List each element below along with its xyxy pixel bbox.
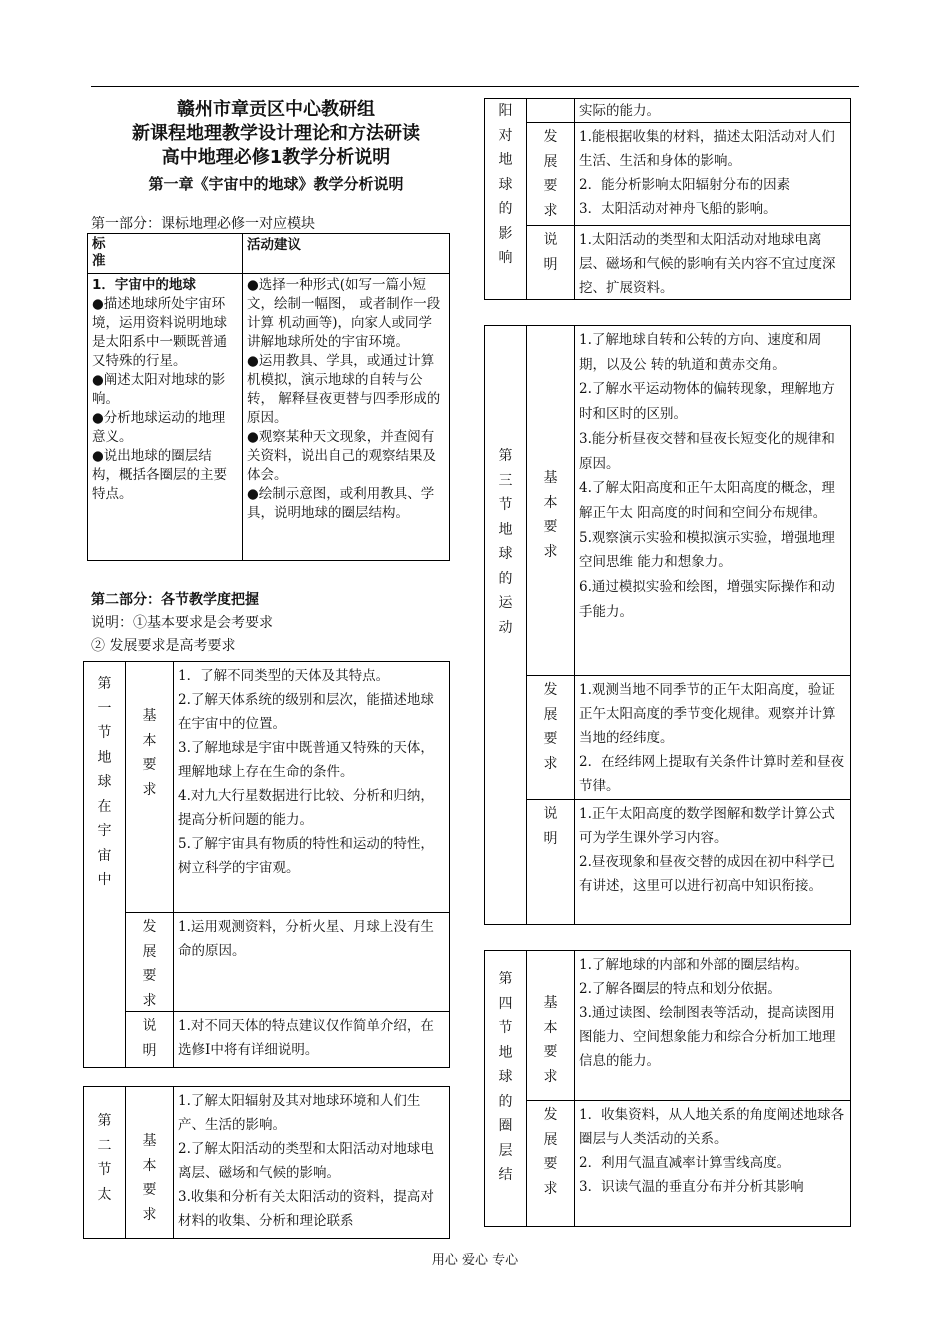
- section3-name: [485, 326, 527, 924]
- part1-heading: 第一部分：课标地理必修一对应模块: [91, 216, 315, 232]
- section1-note-label: [126, 1012, 174, 1067]
- section2-table: [83, 1086, 450, 1239]
- section3-basic-label: [527, 326, 575, 676]
- standards-col-header: 标 准: [88, 234, 243, 274]
- section2-basic-label: [126, 1087, 174, 1238]
- note-label-text: 说明: [543, 806, 558, 847]
- section2-continued-name-text: 阳对地球的影响: [498, 103, 513, 266]
- basic-label-text: 基本要求: [543, 470, 558, 560]
- develop-label-text: 发展要求: [543, 682, 558, 772]
- section1-develop-content: 1.运用观测资料，分析火星、月球上没有生命的原因。: [174, 913, 449, 1012]
- section2-name: [84, 1087, 126, 1238]
- section3-name-text: 第三节地球的运动: [498, 448, 513, 636]
- develop-label-text: 发展要求: [543, 1107, 558, 1197]
- part2-note-2: ② 发展要求是高考要求: [91, 638, 236, 654]
- basic-label-text: 基本要求: [142, 1133, 157, 1223]
- section4-name-text: 第四节 地球的圈层结: [498, 971, 513, 1183]
- section1-develop-label: [126, 913, 174, 1012]
- section4-basic-label: [527, 951, 575, 1101]
- section3-develop-content: 1.观测当地不同季节的正午太阳高度，验证正午太阳高度的季节变化规律。观察并计算当地的经纬度。 2．在经纬网上提取有关条件计算时差和昼夜节律。: [575, 676, 850, 800]
- standard-text: ●描述地球所处宇宙环境，运用资料说明地球是太阳系中一颗既普通又特殊的行星。 ●阐述太阳对地球的影响。 ●分析地球运动的地理意义。 ●说出地球的圈层结构，概括各圈层的主要特点。: [92, 296, 227, 502]
- section3-note-content: 1.正午太阳高度的数学图解和数学计算公式可为学生课外学习内容。 2.昼夜现象和昼夜交替的成因在初中科学已有讲述，这里可以进行初高中知识衔接。: [579, 806, 835, 894]
- section1-name-text: 第一节 地球在宇宙中: [97, 676, 112, 888]
- section2-develop-label: [527, 123, 575, 226]
- section2-note-label: [527, 226, 575, 299]
- section3-basic-content: 1.了解地球自转和公转的方向、速度和周期，以及公 转的轨道和黄赤交角。 2.了解水平运动物体的偏转现象，理解地方时和区时的区别。 3.能分析昼夜交替和昼夜长短变化的规律和原因。 4.了解太阳高度和正午太阳高度的概念，理解正午太 阳高度的时间和空间分布规律。 5.观察演示实验和模拟演示实验，增强地理空间思维 能力和想象力。 6.通过模拟实验和绘图，增强实际操作和动手能力。: [575, 326, 850, 676]
- part2-heading: 第二部分：各节教学度把握: [91, 592, 259, 608]
- section2-continued-table: [484, 98, 851, 300]
- note-label-text: 说明: [543, 232, 558, 273]
- section2-develop-content: 1.能根据收集的材料，描述太阳活动对人们生活、生活和身体的影响。 2．能分析影响太阳辐射分布的因素 3．太阳活动对神舟飞船的影响。: [575, 123, 850, 226]
- section1-basic-label: [126, 662, 174, 913]
- standard-title: 1．宇宙中的地球: [92, 277, 196, 293]
- section4-develop-content: 1．收集资料，从人地关系的角度阐述地球各圈层与人类活动的关系。 2．利用气温直减率计算雪线高度。 3．识读气温的垂直分布并分析其影响: [579, 1107, 845, 1195]
- header-rule: [91, 86, 859, 87]
- section1-table: [83, 661, 450, 1068]
- section4-develop-label: [527, 1101, 575, 1226]
- section2-basic-content: 1.了解太阳辐射及其对地球环境和人们生产、生活的影响。 2.了解太阳活动的类型和太阳活动对地球电离层、磁场和气候的影响。 3.收集和分析有关太阳活动的资料，提高对材料的收集、分析和理论联系: [178, 1093, 434, 1229]
- basic-label-text: 基本要求: [142, 708, 157, 798]
- section3-table: [484, 325, 851, 925]
- standards-cell: [88, 274, 243, 560]
- section1-note-content: 1.对不同天体的特点建议仅作简单介绍，在选修Ⅰ中将有详细说明。: [178, 1018, 434, 1058]
- section4-table: [484, 950, 851, 1227]
- activities-col-header: 活动建议: [243, 234, 449, 274]
- section4-basic-content: 1.了解地球的内部和外部的圈层结构。 2.了解各圈层的特点和划分依据。 3.通过读图、绘制图表等活动，提高读图用图能力、空间想象能力和综合分析加工地理信息的能力。: [575, 951, 850, 1101]
- page-footer: 用心 爱心 专心: [431, 1253, 519, 1268]
- section3-note-label: [527, 800, 575, 924]
- part2-note-1: 说明：①基本要求是会考要求: [91, 615, 273, 631]
- section2-note-content: 1.太阳活动的类型和太阳活动对地球电离层、磁场和气候的影响有关内容不宜过度深挖、扩展资料。: [579, 232, 836, 296]
- chapter-title: 第一章《宇宙中的地球》教学分析说明: [148, 175, 404, 193]
- section2-continued-basic-tail: 实际的能力。: [575, 99, 850, 123]
- develop-label-text: 发展要求: [543, 129, 558, 219]
- section2-continued-basic-label: [527, 99, 575, 123]
- section2-continued-name: [485, 99, 527, 299]
- section1-basic-content: 1．了解不同类型的天体及其特点。 2.了解天体系统的级别和层次，能描述地球在宇宙中的位置。 3.了解地球是宇宙中既普通又特殊的天体，理解地球上存在生命的条件。 4.对九大行星数据进行比较、分析和归纳，提高分析问题的能力。 5.了解宇宙具有物质的特性和运动的特性，树立科学的宇宙观。: [174, 662, 449, 913]
- title-line-3: 高中地理必修1教学分析说明: [161, 147, 391, 168]
- title-line-1: 赣州市章贡区中心教研组: [177, 99, 375, 120]
- title-line-2: 新课程地理教学设计理论和方法研读: [132, 123, 420, 144]
- develop-label-text: 发展要求: [142, 919, 157, 1009]
- section3-develop-label: [527, 676, 575, 800]
- standards-table: [87, 233, 450, 561]
- section2-name-text: 第二节 太: [97, 1113, 112, 1203]
- section4-name: [485, 951, 527, 1226]
- activities-cell: ●选择一种形式(如写一篇小短文，绘制一幅图， 或者制作一段计算 机动画等)，向家人或同学讲解地球所处的宇宙环境。 ●运用教具、学具，或通过计算机模拟，演示地球的自转与公转， 解释昼夜更替与四季形成的原因。 ●观察某种天文现象，并查阅有关资料，说出自己的观察结果及体会。 ●绘制示意图，或利用教具、学具，说明地球的圈层结构。: [247, 277, 441, 521]
- section1-name: [84, 662, 126, 1067]
- basic-label-text: 基本要求: [543, 995, 558, 1085]
- note-label-text: 说明: [142, 1018, 157, 1059]
